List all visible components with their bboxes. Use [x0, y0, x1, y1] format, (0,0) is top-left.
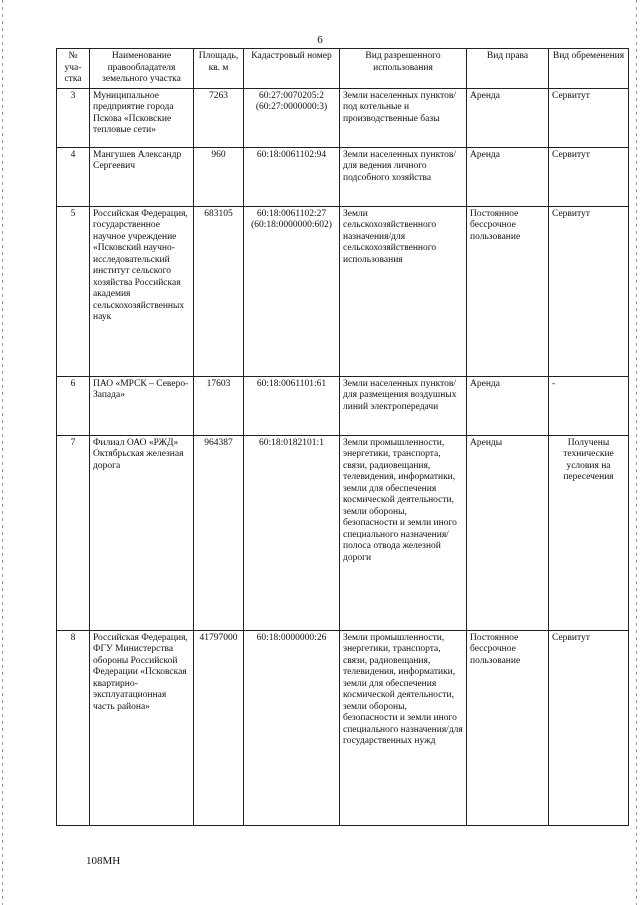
- cell-use: Земли промышленности, энергетики, транспорта, связи, радиовещания, телевидения, информатики, земли для обеспечения космической деятельности, земли обороны, безопасности и земли иного специального назначения/для государственных нужд: [340, 630, 467, 825]
- cell-holder: Мангушев Александр Сергеевич: [90, 147, 194, 206]
- cell-holder: Российская Федерация, ФГУ Министерства обороны Российской Федерации «Псковская квартирно-эксплуатационная часть района»: [90, 630, 194, 825]
- cell-right: Постоянное бессрочное пользование: [467, 630, 549, 825]
- cell-cadastral: 60:18:0061102:94: [244, 147, 340, 206]
- cell-num: 5: [57, 206, 90, 376]
- cell-cadastral: 60:27:0070205:2 (60:27:0000000:3): [244, 88, 340, 147]
- cell-cadastral: 60:18:0182101:1: [244, 435, 340, 630]
- cell-area: 41797000: [194, 630, 244, 825]
- cell-holder: Филиал ОАО «РЖД» Октябрьская железная дорога: [90, 435, 194, 630]
- cell-holder: ПАО «МРСК – Северо-Запада»: [90, 376, 194, 435]
- cell-right: Аренда: [467, 147, 549, 206]
- cell-right: Аренды: [467, 435, 549, 630]
- header-encumbrance: Вид обременения: [549, 49, 629, 89]
- table-header-row: [57, 49, 629, 89]
- table-row: [57, 376, 629, 435]
- cell-area: 17603: [194, 376, 244, 435]
- cell-holder: Российская Федерация, государственное научное учреждение «Псковский научно-исследовательский институт сельского хозяйства Российская академия сельскохозяйственных наук: [90, 206, 194, 376]
- cell-use: Земли сельскохозяйственного назначения/для сельскохозяйственного использования: [340, 206, 467, 376]
- cell-holder: Муниципальное предприятие города Пскова «Псковские тепловые сети»: [90, 88, 194, 147]
- cell-area: 7263: [194, 88, 244, 147]
- cell-encumbrance: Сервитут: [549, 206, 629, 376]
- cell-encumbrance: Сервитут: [549, 147, 629, 206]
- cell-num: 3: [57, 88, 90, 147]
- cell-right: Постоянное бессрочное пользование: [467, 206, 549, 376]
- footer-document-code: 108МН: [86, 855, 121, 867]
- table-row: [57, 435, 629, 630]
- cell-right: Аренда: [467, 88, 549, 147]
- cell-area: 683105: [194, 206, 244, 376]
- header-holder: Наименование правообладателя земельного участка: [90, 49, 194, 89]
- land-plots-table: [56, 48, 629, 826]
- header-cadastral: Кадастровый номер: [244, 49, 340, 89]
- cell-right: Аренда: [467, 376, 549, 435]
- cell-num: 6: [57, 376, 90, 435]
- cell-area: 960: [194, 147, 244, 206]
- cell-use: Земли населенных пунктов/под котельные и производственные базы: [340, 88, 467, 147]
- cell-num: 8: [57, 630, 90, 825]
- cell-encumbrance: Сервитут: [549, 88, 629, 147]
- header-area: Площадь, кв. м: [194, 49, 244, 89]
- cell-cadastral: 60:18:0000000:26: [244, 630, 340, 825]
- page-number: 6: [317, 34, 323, 46]
- cell-num: 7: [57, 435, 90, 630]
- cell-area: 964387: [194, 435, 244, 630]
- cell-encumbrance: -: [549, 376, 629, 435]
- cell-num: 4: [57, 147, 90, 206]
- scan-edge-left: [2, 0, 3, 905]
- scan-edge-right: [636, 0, 637, 905]
- table-row: [57, 147, 629, 206]
- table-row: [57, 88, 629, 147]
- cell-cadastral: 60:18:0061101:61: [244, 376, 340, 435]
- table-row: [57, 630, 629, 825]
- cell-cadastral: 60:18:0061102:27 (60:18:0000000:602): [244, 206, 340, 376]
- cell-use: Земли промышленности, энергетики, транспорта, связи, радиовещания, телевидения, информатики, земли для обеспечения космической деятельности, земли обороны, безопасности и земли иного специального назначения/полоса отвода железной дороги: [340, 435, 467, 630]
- header-use: Вид разрешенного использования: [340, 49, 467, 89]
- cell-encumbrance: Получены технические условия на пересечения: [549, 435, 629, 630]
- cell-use: Земли населенных пунктов/для размещения воздушных линий электропередачи: [340, 376, 467, 435]
- cell-use: Земли населенных пунктов/для ведения личного подсобного хозяйства: [340, 147, 467, 206]
- cell-encumbrance: Сервитут: [549, 630, 629, 825]
- header-num: № уча-стка: [57, 49, 90, 89]
- table-row: [57, 206, 629, 376]
- header-right: Вид права: [467, 49, 549, 89]
